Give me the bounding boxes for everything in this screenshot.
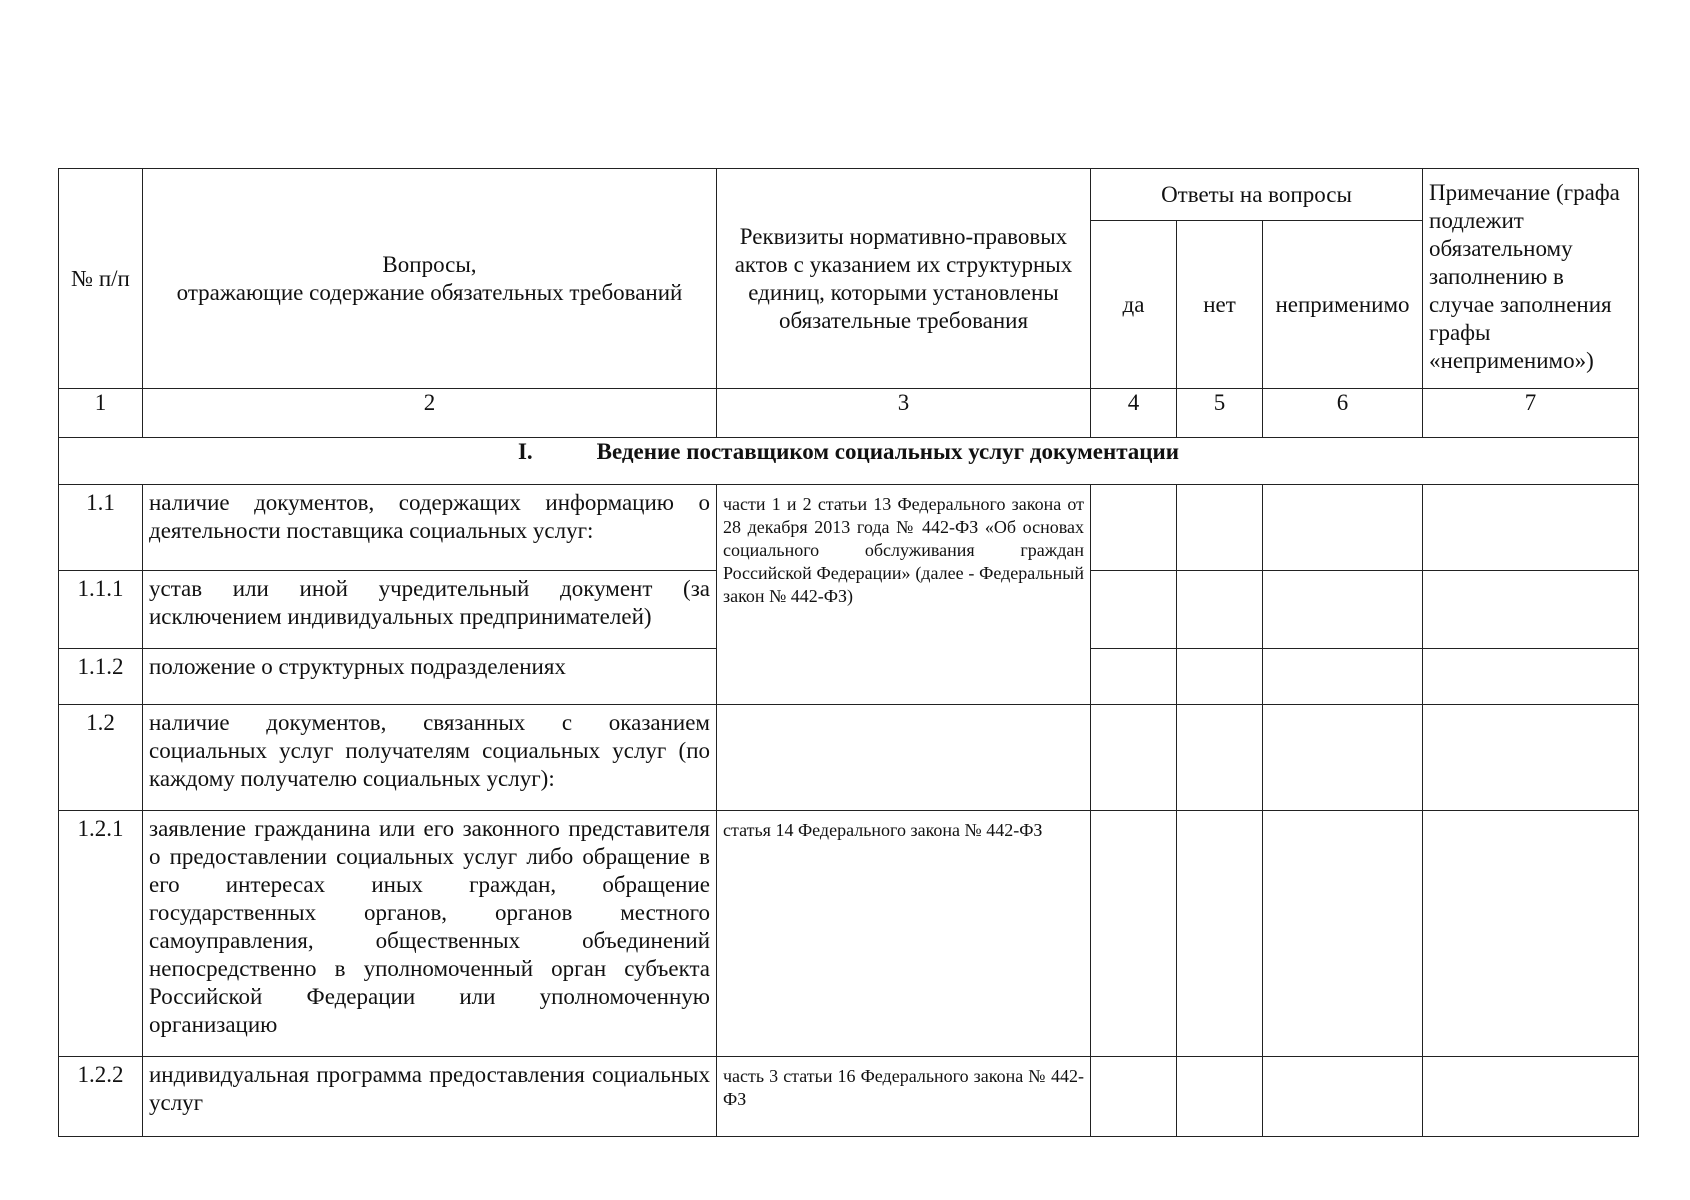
row-question: заявление гражданина или его законного представителя о предоставлении социальных услуг либо обращение в его интересах иных граждан, обращение государственных органов, органов местного самоуправления, общественных объединений непосредственно в уполномоченный орган субъекта Российской Федерации или уполномоченную организацию (143, 811, 717, 1057)
row-question: индивидуальная программа предоставления социальных услуг (143, 1057, 717, 1137)
column-number: 3 (717, 389, 1091, 438)
requirements-checklist-table (58, 168, 1639, 1137)
header-num: № п/п (59, 169, 143, 389)
row-number: 1.1.1 (59, 571, 143, 649)
column-number: 1 (59, 389, 143, 438)
answer-no-cell[interactable] (1177, 1057, 1263, 1137)
answer-na-cell[interactable] (1263, 705, 1423, 811)
note-cell[interactable] (1423, 571, 1639, 649)
section-row (59, 438, 1639, 485)
row-number: 1.1 (59, 485, 143, 571)
answer-yes-cell[interactable] (1091, 485, 1177, 571)
note-cell[interactable] (1423, 705, 1639, 811)
header-requisites: Реквизиты нормативно-правовых актов с указанием их структурных единиц, которыми установлены обязательные требования (717, 169, 1091, 389)
checklist-sheet (58, 168, 1638, 1137)
note-cell[interactable] (1423, 811, 1639, 1057)
column-number-row (59, 389, 1639, 438)
answer-yes-cell[interactable] (1091, 1057, 1177, 1137)
row-number: 1.2 (59, 705, 143, 811)
row-question: устав или иной учредительный документ (за исключением индивидуальных предпринимателей) (143, 571, 717, 649)
answer-na-cell[interactable] (1263, 649, 1423, 705)
row-reference: часть 3 статьи 16 Федерального закона № 442-ФЗ (717, 1057, 1091, 1137)
section-heading (59, 438, 1639, 485)
column-number: 7 (1423, 389, 1639, 438)
answer-yes-cell[interactable] (1091, 811, 1177, 1057)
answer-no-cell[interactable] (1177, 571, 1263, 649)
section-title: Ведение поставщиком социальных услуг документации (596, 439, 1180, 464)
table-row (59, 1057, 1639, 1137)
answer-no-cell[interactable] (1177, 705, 1263, 811)
row-reference (717, 705, 1091, 811)
row-reference: части 1 и 2 статьи 13 Федерального закона от 28 декабря 2013 года № 442-ФЗ «Об основах социального обслуживания граждан Российской Федерации» (далее - Федеральный закон № 442-ФЗ) (717, 485, 1091, 705)
answer-no-cell[interactable] (1177, 811, 1263, 1057)
column-number: 2 (143, 389, 717, 438)
answer-na-cell[interactable] (1263, 571, 1423, 649)
note-cell[interactable] (1423, 485, 1639, 571)
answer-na-cell[interactable] (1263, 485, 1423, 571)
answer-na-cell[interactable] (1263, 811, 1423, 1057)
column-number: 5 (1177, 389, 1263, 438)
row-number: 1.2.2 (59, 1057, 143, 1137)
table-row (59, 705, 1639, 811)
answer-na-cell[interactable] (1263, 1057, 1423, 1137)
section-number: I. (517, 439, 533, 464)
header-answer-yes: да (1091, 221, 1177, 389)
note-cell[interactable] (1423, 649, 1639, 705)
header-note: Примечание (графа подлежит обязательному заполнению в случае заполнения графы «неприменимо») (1423, 169, 1639, 389)
answer-no-cell[interactable] (1177, 485, 1263, 571)
column-number: 4 (1091, 389, 1177, 438)
column-number: 6 (1263, 389, 1423, 438)
row-reference: статья 14 Федерального закона № 442-ФЗ (717, 811, 1091, 1057)
table-row (59, 485, 1639, 571)
answer-no-cell[interactable] (1177, 649, 1263, 705)
header-answer-no: нет (1177, 221, 1263, 389)
note-cell[interactable] (1423, 1057, 1639, 1137)
answer-yes-cell[interactable] (1091, 705, 1177, 811)
answer-yes-cell[interactable] (1091, 571, 1177, 649)
row-number: 1.2.1 (59, 811, 143, 1057)
header-answers-group: Ответы на вопросы (1091, 169, 1423, 221)
answer-yes-cell[interactable] (1091, 649, 1177, 705)
row-question: наличие документов, связанных с оказанием социальных услуг получателям социальных услуг (по каждому получателю социальных услуг): (143, 705, 717, 811)
header-questions: Вопросы, отражающие содержание обязательных требований (143, 169, 717, 389)
row-question: положение о структурных подразделениях (143, 649, 717, 705)
table-row (59, 811, 1639, 1057)
row-question: наличие документов, содержащих информацию о деятельности поставщика социальных услуг: (143, 485, 717, 571)
header-answer-na: неприменимо (1263, 221, 1423, 389)
row-number: 1.1.2 (59, 649, 143, 705)
table-header-row (59, 169, 1639, 221)
